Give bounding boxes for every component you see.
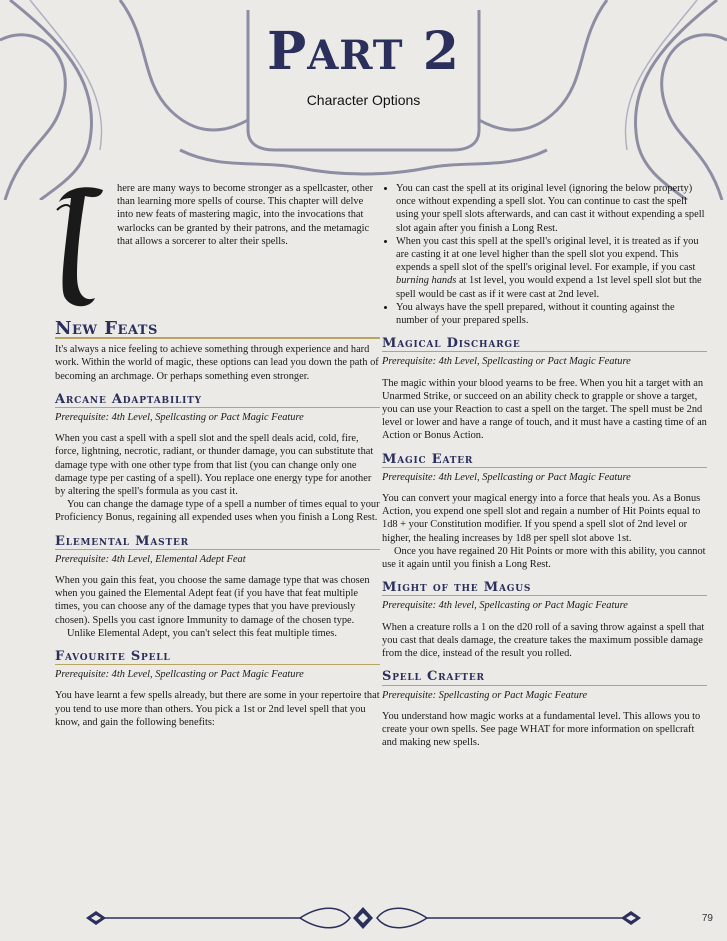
part-subtitle: Character Options [306,92,421,108]
might-of-the-magus-p1: When a creature rolls a 1 on the d20 roll of a saving throw against a spell that you cast that deals damage, the creature takes the maximum possible damage from the dice, instead of the result you rolled. [382,621,705,660]
magic-eater-p2: Once you have regained 20 Hit Points or more with this ability, you cannot use it again until you finish a Long Rest. [382,545,706,571]
list-item: • You always have the spell prepared, without it counting against the number of your prepared spells. [396,301,707,327]
drop-cap-t [55,180,107,310]
part-title-block [248,18,479,128]
arcane-adaptability-prereq: Prerequisite: 4th Level, Spellcasting or Pact Magic Feature [55,412,304,424]
magical-discharge-title: Magical Discharge [382,337,707,352]
magical-discharge-p1: The magic within your blood yearns to be free. When you hit a target with an Unarmed Strike, or succeed on an ability check to grapple or shove a target, you can use your Reaction to cast a spell on the target. The spell must be 2nd level or lower and have a range of touch, and it must have a casting time of an Action or Bonus Action. [382,377,707,442]
new-feats-heading: New Feats [55,322,380,339]
page-number: 79 [701,913,713,924]
footer-ornament [0,895,727,941]
favourite-spell-p1: You have learnt a few spells already, but there are some in your repertoire that you tend to use more than others. You pick a 1st or 2nd level spell that you know, and gain the following benefits: [55,690,380,728]
left-column [55,182,380,729]
intro-paragraph [55,182,380,312]
magical-discharge-prereq: Prerequisite: 4th Level, Spellcasting or Pact Magic Feature [382,356,631,368]
intro-text: here are many ways to become stronger as a spellcaster, other than learning more spells of course. This chapter will delve into new feats of mastering magic, into the invocations that warlocks can be granted by their patrons, and the metamagic that allows a sorcerer to alter their spells. [117,183,374,247]
magic-eater-prereq: Prerequisite: 4th Level, Spellcasting or Pact Magic Feature [382,471,631,483]
might-of-the-magus-prereq: Prerequisite: 4th level, Spellcasting or Pact Magic Feature [382,600,628,612]
spell-crafter-title: Spell Crafter [382,670,707,685]
arcane-adaptability-title: Arcane Adaptability [55,393,380,408]
favourite-spell-title: Favourite Spell [55,650,380,665]
list-item: • When you cast this spell at the spell's original level, it is treated as if you are casting it at one level higher than the spell slot you expend. This expends a spell slot of the spell's original level. For example, if you cast burning hands at 1st level, you would expend a 1st level spell slot but the spell would be cast as if it were cast at 2nd level. [396,235,707,301]
magic-eater-title: Magic Eater [382,453,707,468]
favourite-spell-benefits [382,182,707,327]
elemental-master-prereq: Prerequisite: 4th Level, Elemental Adept Feat [55,553,246,565]
favourite-spell-prereq: Prerequisite: 4th Level, Spellcasting or Pact Magic Feature [55,669,304,681]
right-column [382,182,707,749]
elemental-master-title: Elemental Master [55,535,380,550]
list-item: • You can cast the spell at its original level (ignoring the below property) once without expending a spell slot. You can continue to cast the spell using your spell slots afterwards, and can cast it without expending a spell slot again after you finish a Long Rest. [396,182,707,235]
new-feats-text: It's always a nice feeling to achieve something through experience and hard work. Within the world of magic, these options can lead you down the path of becoming an archmage. Or perhaps something even stronger. [55,344,379,382]
magic-eater-p1: You can convert your magical energy into a force that heals you. As a Bonus Action, you expend one spell slot and regain a number of Hit Points equal to 1d8 + your Constitution modifier. If you spend a spell slot of 2nd level or higher, the healing increases by 1d8 per spell slot above 1st. [382,493,701,544]
spell-crafter-prereq: Prerequisite: Spellcasting or Pact Magic Feature [382,689,588,701]
elemental-master-p1: When you gain this feat, you choose the same damage type that was chosen when you gained the Elemental Adept feat (if you have that feat multiple times, you can choose any of the damage types that you have previously chosen). Spells you cast ignore Immunity to damage of the chosen type. [55,575,370,626]
spell-crafter-p1: You understand how magic works at a fundamental level. This allows you to create your own spells. See page WHAT for more information on spellcraft and making new spells. [382,710,701,749]
part-title: PART 2 [267,21,460,82]
arcane-adaptability-p1: When you cast a spell with a spell slot and the spell deals acid, cold, fire, force, lightning, necrotic, radiant, or thunder damage, you can substitute that damage type with one other type from that list (you can change only one damage type per casting of a spell). You replace one energy type for another by altering the spell's formula as you cast it. [55,433,374,498]
might-of-the-magus-title: Might of the Magus [382,581,707,596]
elemental-master-p2: Unlike Elemental Adept, you can't select this feat multiple times. [67,627,337,639]
arcane-adaptability-p2: You can change the damage type of a spell a number of times equal to your Proficiency Bonus, regaining all expended uses when you finish a Long Rest. [55,499,380,524]
